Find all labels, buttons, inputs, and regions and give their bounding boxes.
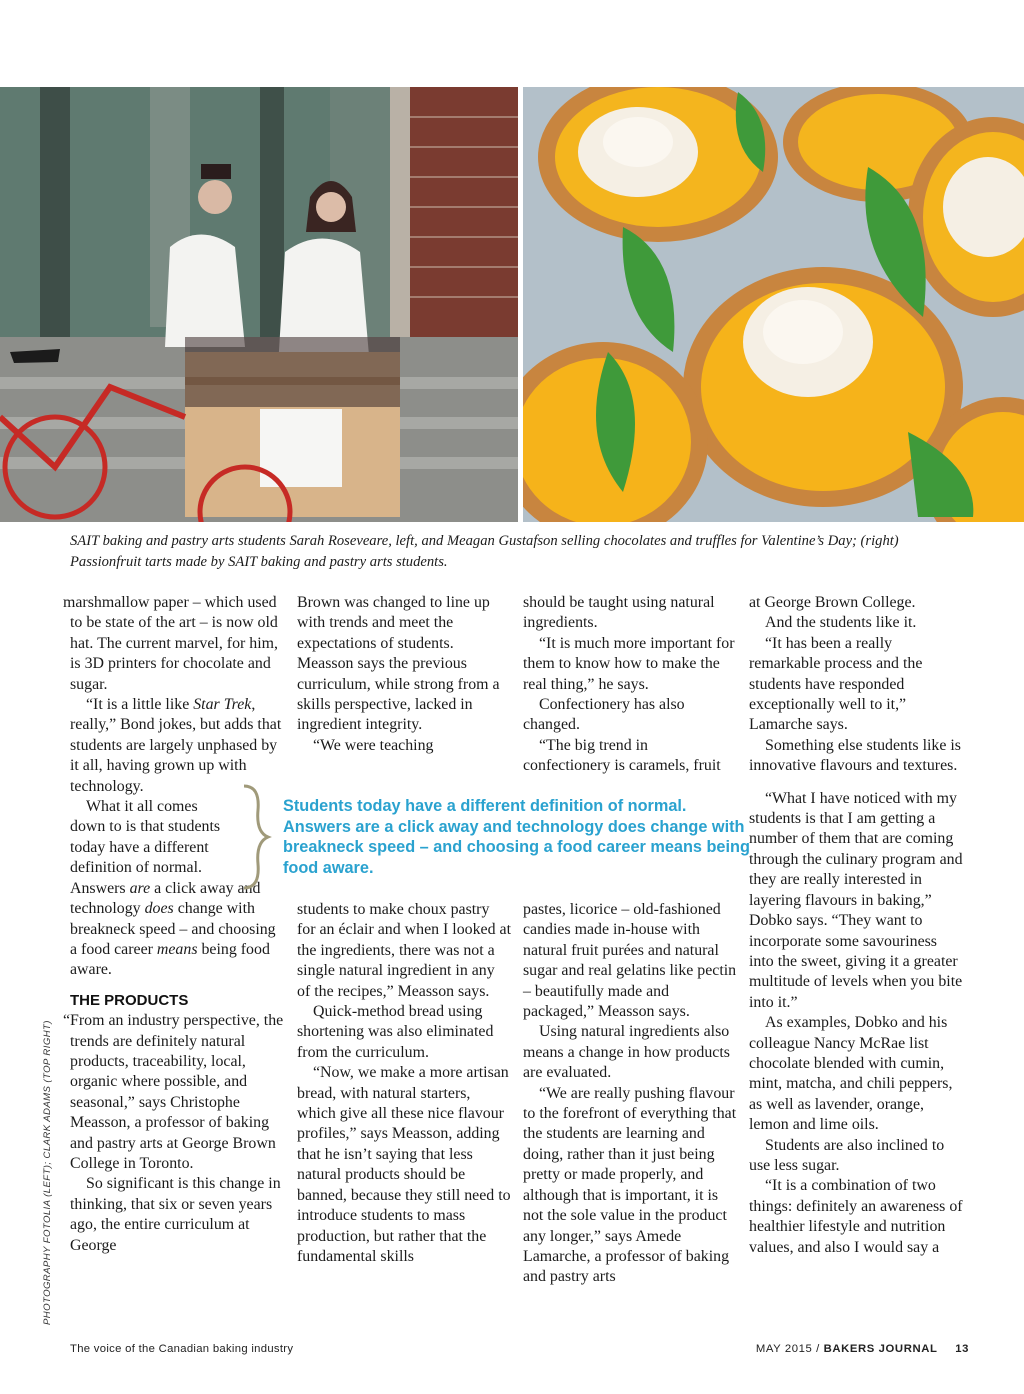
c3-paragraph-5: Using natural ingredients also means a change in how products are evaluated. <box>523 1023 730 1082</box>
c4-paragraph-3: “It has been a really remarkable process and the students have responded exceptionally well to it,” Lamarche says. <box>749 634 923 734</box>
column-4 <box>749 593 963 1258</box>
c1-paragraph-5: So significant is this change in thinking, that six or seven years ago, the entire curriculum at George <box>70 1175 281 1254</box>
photo-credit: PHOTOGRAPHY FOTOLIA (LEFT); CLARK ADAMS (TOP RIGHT) <box>42 1020 53 1325</box>
column-3-bottom <box>523 900 737 1288</box>
c3-paragraph-4: “The big trend in confectionery is caramels, fruit <box>523 736 721 775</box>
c3-paragraph-2: “It is much more important for them to know how to make the real thing,” he says. <box>523 634 735 693</box>
curly-brace-icon <box>240 782 274 892</box>
c1-paragraph-2: “It is a little like Star Trek, really,” Bond jokes, but adds that students are largely unphased by it all, having grown up with technology. <box>70 696 282 795</box>
photo-passionfruit-tarts <box>523 87 1024 522</box>
c4-paragraph-6: As examples, Dobko and his colleague Nancy McRae list chocolate blended with cumin, mint, matcha, and chili peppers, as well as lavender, orange, lemon and lime oils. <box>749 1014 953 1134</box>
footer-tagline: The voice of the Canadian baking industry <box>70 1343 294 1355</box>
c2-paragraph-1: Brown was changed to line up with trends and meet the expectations of students. Measson says the previous curriculum, while strong from a skills perspective, lacked in ingredient integrity. <box>297 594 500 734</box>
c4-paragraph-8: “It is a combination of two things: definitely an awareness of healthier lifestyle and nutrition values, and also I would say a <box>749 1177 963 1256</box>
column-3-top <box>523 593 737 777</box>
c3-paragraph-6: “We are really pushing flavour to the forefront of everything that the students are learning and doing, rather than it just being pretty or made properly, and although that is important, it is not the sole value in the product any longer,” says Amede Lamarche, a professor of baking and pastry arts <box>523 1084 737 1286</box>
c4-paragraph-1: at George Brown College. <box>749 594 916 611</box>
c4-paragraph-7: Students are also inclined to use less sugar. <box>749 1136 945 1174</box>
c1-paragraph-4: “From an industry perspective, the trends are definitely natural products, traceability, local, organic where possible, and seasonal,” says Christophe Measson, a professor of baking and pastry arts at George Brown College in Toronto. <box>63 1012 284 1172</box>
c1-paragraph-3: What it all comes down to is that students today have a different definition of normal. <box>70 798 221 877</box>
c3-paragraph-1: should be taught using natural ingredients. <box>523 594 715 632</box>
caption-line-2: Passionfruit tarts made by SAIT baking and pastry arts students. <box>70 554 448 570</box>
footer-folio <box>756 1343 969 1355</box>
c1-paragraph-3b: Answers are a click away and technology does change with breakneck speed – and choosing a food career means being food aware. <box>70 879 276 979</box>
pull-quote: Students today have a different definition of normal. Answers are a click away and technology does change with breakneck speed – and choosing a food career means being food aware. <box>283 797 750 877</box>
c1-paragraph-1: marshmallow paper – which used to be state of the art – is now old hat. The current marvel, for him, is 3D printers for chocolate and sugar. <box>63 594 278 693</box>
c2-paragraph-4: “Now, we make a more artisan bread, with natural starters, which give all these nice flavour profiles,” says Measson, adding that he isn’t saying that less natural products should be banned, because they still need to introduce students to mass production, but rather that the fundamental skills <box>297 1064 511 1265</box>
photo-students-cart <box>0 87 518 522</box>
footer-date: MAY 2015 / <box>755 1343 820 1355</box>
column-2-bottom <box>297 900 511 1267</box>
footer-magazine-name: BAKERS JOURNAL <box>823 1343 938 1355</box>
section-heading-products: THE PRODUCTS <box>70 991 189 1009</box>
page-number: 13 <box>955 1343 969 1355</box>
c3-paragraph-4b: pastes, licorice – old-fashioned candies made in-house with natural fruit purées and natural sugar and real gelatins like pectin – beautifully made and packaged,” Measson says. <box>523 901 737 1021</box>
c2-paragraph-3: Quick-method bread using shortening was also eliminated from the curriculum. <box>297 1003 494 1061</box>
c4-paragraph-2: And the students like it. <box>765 614 917 632</box>
c2-paragraph-2b: students to make choux pastry for an éclair and when I looked at the ingredients, there was not a single natural ingredient in any of the recipes,” Measson says. <box>297 901 511 1000</box>
c4-paragraph-5: “What I have noticed with my students is that I am getting a number of them that are coming through the culinary program and they are really interested in layering flavours in baking,” Dobko says. “They want to incorporate some savouriness into the sweet, giving it a greater multitude of levels when you bite into it.” <box>749 789 963 1011</box>
column-1 <box>63 593 284 1256</box>
photo-caption <box>70 531 960 573</box>
c4-paragraph-4: Something else students like is innovative flavours and textures. <box>749 736 961 775</box>
c3-paragraph-3: Confectionery has also changed. <box>523 696 685 734</box>
column-2-top <box>297 593 511 756</box>
c2-paragraph-2: “We were teaching <box>313 736 434 754</box>
caption-line-1: SAIT baking and pastry arts students Sarah Roseveare, left, and Meagan Gustafson selling chocolates and truffles for Valentine’s Day; (right) <box>70 533 899 549</box>
